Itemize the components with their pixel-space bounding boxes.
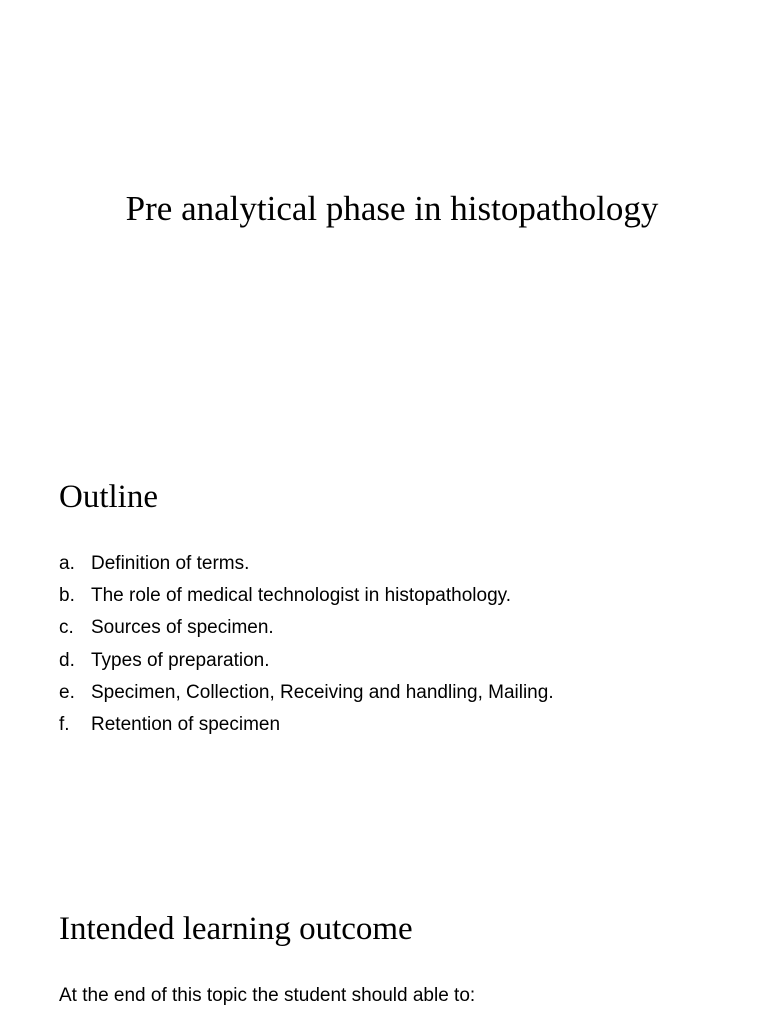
outline-item (59, 548, 554, 580)
outline-item-marker: b. (59, 585, 75, 607)
outline-item-text: Specimen, Collection, Receiving and handling, Mailing. (91, 681, 554, 703)
outline-item-text: Types of preparation. (91, 649, 270, 671)
outline-item-marker: f. (59, 713, 70, 735)
learning-outcome-heading: Intended learning outcome (59, 911, 413, 947)
document-title: Pre analytical phase in histopathology (125, 189, 659, 228)
outline-item (59, 709, 554, 741)
outline-item-marker: d. (59, 649, 75, 671)
outline-heading: Outline (59, 479, 158, 515)
outline-list (59, 548, 554, 741)
outline-item (59, 645, 554, 677)
learning-outcome-intro: At the end of this topic the student should able to: (59, 985, 476, 1006)
outline-item (59, 677, 554, 709)
outline-item (59, 612, 554, 644)
outline-item-marker: a. (59, 553, 75, 574)
outline-item-text: Definition of terms. (91, 553, 250, 574)
outline-item (59, 580, 554, 612)
outline-item-marker: e. (59, 681, 75, 703)
outline-item-marker: c. (59, 617, 74, 639)
outline-item-text: Retention of specimen (91, 713, 281, 735)
outline-item-text: Sources of specimen. (91, 617, 274, 639)
outline-item-text: The role of medical technologist in histopathology. (91, 585, 512, 607)
